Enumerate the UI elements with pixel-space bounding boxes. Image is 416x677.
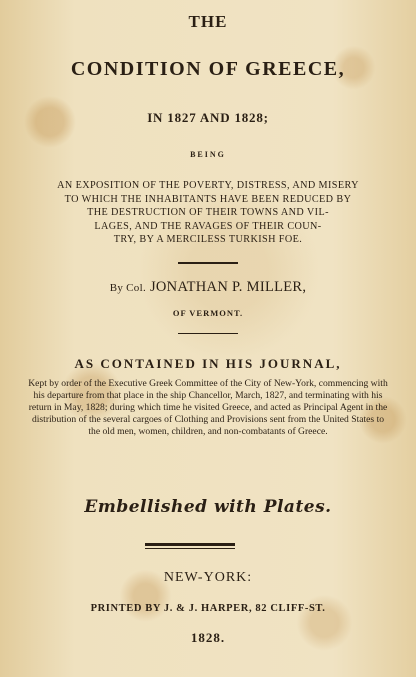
- journal-description: Kept by order of the Executive Greek Committee of the City of New-York, commencing with his departure from that place in the ship Chancellor, March, 1827, and terminating with his return in May, 1828; during which time he visited Greece, and acted as Principal Agent in the distribution of the several cargoes of Clothing and Provisions sent from the United States to the old men, women, children, and non-combatants of Greece.: [28, 378, 388, 437]
- imprint-printer: PRINTED BY J. & J. HARPER, 82 CLIFF-ST.: [90, 603, 326, 614]
- article-word: THE: [188, 12, 228, 31]
- plates-line: Embellished with Plates.: [84, 497, 332, 517]
- author-origin: OF VERMONT.: [172, 308, 244, 318]
- divider-rule: [178, 262, 238, 264]
- year-line: IN 1827 AND 1828;: [147, 110, 269, 125]
- exposition-text: [0, 179, 416, 247]
- author-name: JONATHAN P. MILLER,: [149, 279, 307, 295]
- exposition-line: LAGES, AND THE RAVAGES OF THEIR COUN-: [94, 220, 322, 232]
- exposition-line: TRY, BY A MERCILESS TURKISH FOE.: [113, 234, 303, 245]
- exposition-line: TO WHICH THE INHABITANTS HAVE BEEN REDUCED BY: [64, 193, 352, 205]
- being-label: BEING: [190, 150, 226, 159]
- double-rule: [145, 543, 235, 549]
- exposition-line: THE DESTRUCTION OF THEIR TOWNS AND VIL-: [87, 207, 329, 218]
- imprint-date: 1828.: [190, 630, 226, 645]
- imprint-place: NEW-YORK:: [163, 570, 253, 585]
- exposition-line: AN EXPOSITION OF THE POVERTY, DISTRESS, AND MISERY: [57, 180, 359, 191]
- main-title: CONDITION OF GREECE,: [70, 58, 346, 80]
- divider-rule: [178, 333, 238, 334]
- journal-heading: AS CONTAINED IN HIS JOURNAL,: [74, 356, 342, 371]
- author-line: [0, 279, 416, 296]
- author-prefix: By Col.: [109, 282, 147, 294]
